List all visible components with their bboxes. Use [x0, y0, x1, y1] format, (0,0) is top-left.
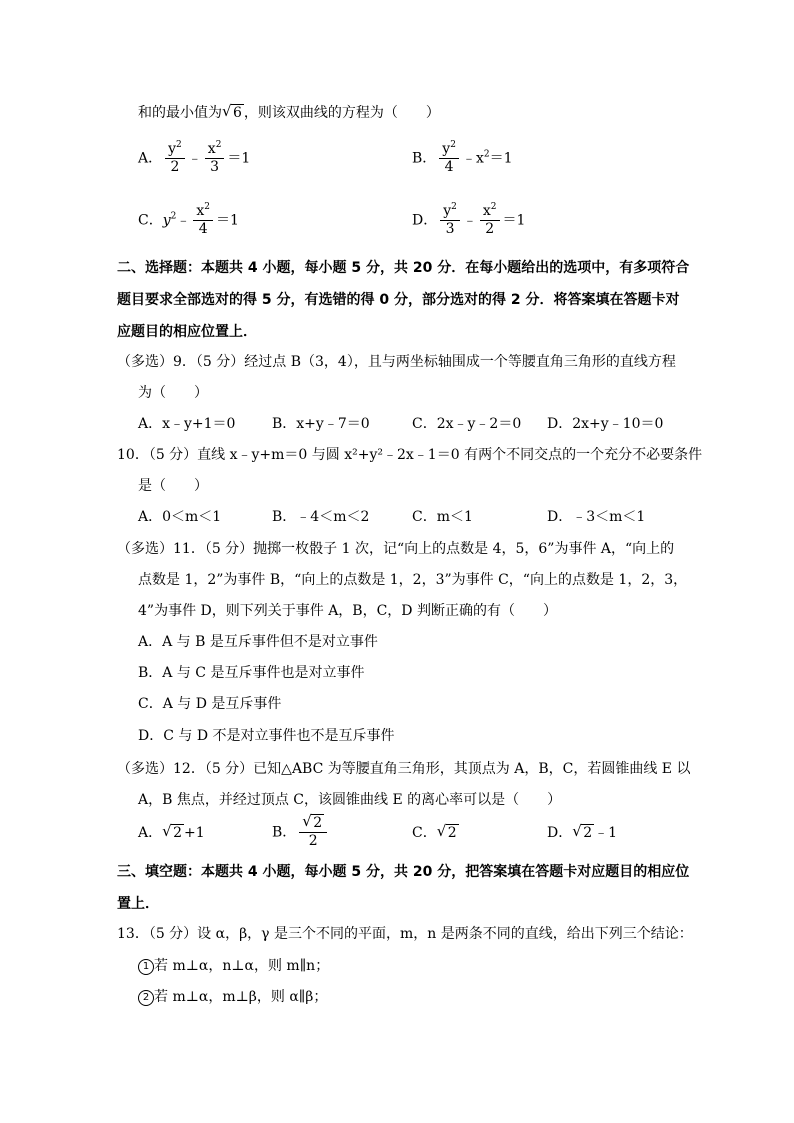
q11-option-d: D．C 与 D 不是对立事件也不是互斥事件: [138, 728, 395, 744]
q11-stem-line1: （多选）11．（5 分）抛掷一枚骰子 1 次，记“向上的点数是 4，5，6”为事件 A，“向上的: [117, 541, 675, 557]
q11-stem-line2: 点数是 1，2”为事件 B，“向上的点数是 1，2，3”为事件 C，“向上的点数是 1，2，3，: [138, 572, 688, 588]
q9-option-c: C．2x﹣y﹣2＝0: [412, 416, 522, 432]
sqrt-6: √ 6: [222, 102, 242, 121]
q12-option-a: A． √ 2 +1: [138, 822, 205, 841]
q12-stem-line1: （多选）12．（5 分）已知△ABC 为等腰直角三角形，其顶点为 A，B，C，若圆锥曲线 E 以: [117, 761, 691, 777]
q8-option-d: D． $\frac{y^2}{3}$ ﹣ $\frac{x^2}{2}$ ＝1: [412, 202, 526, 237]
q10-option-c: C．m＜1: [412, 509, 473, 525]
circled-number-1: 1: [138, 959, 154, 975]
q10-stem-line2: 是（ ）: [138, 478, 208, 494]
q8-option-b: B． $\frac{y^2}{4}$ $﹣x^2=1$: [412, 140, 513, 175]
section2-heading-line3: 应题目的相应位置上．: [117, 324, 257, 340]
section2-heading-line2: 题目要求全部选对的得 5 分，有选错的得 0 分，部分选对的得 2 分．将答案填在答题卡对: [117, 292, 680, 308]
q8-stem-tail: [138, 103, 440, 123]
section3-heading-line2: 置上．: [117, 896, 159, 912]
q9-stem-line2: 为（ ）: [138, 385, 208, 401]
q13-item2: 2 若 m⊥α，m⊥β，则 α∥β；: [138, 987, 327, 1007]
q8-option-a: A． $\frac{y^2}{2}$ ﹣ $\frac{x^2}{3}$ ＝1: [138, 140, 251, 175]
q11-option-a: A．A 与 B 是互斥事件但不是对立事件: [138, 634, 378, 650]
q9-option-b: B．x+y﹣7＝0: [272, 416, 370, 432]
q13-item1: 1 若 m⊥α，n⊥α，则 m∥n；: [138, 956, 329, 976]
q13-stem: 13．（5 分）设 α，β，γ 是三个不同的平面，m，n 是两条不同的直线，给出下列三个结论：: [117, 926, 693, 942]
q9-option-a: A．x﹣y+1＝0: [138, 416, 236, 432]
q10-option-b: B．﹣4＜m＜2: [272, 509, 370, 525]
q9-option-d: D．2x+y﹣10＝0: [547, 416, 664, 432]
q10-option-a: A．0＜m＜1: [138, 509, 222, 525]
q10-stem-line1: 10．（5 分）直线 x﹣y+m＝0 与圆 x²+y²﹣2x﹣1＝0 有两个不同交点的一个充分不必要条件: [117, 447, 703, 463]
circled-number-2: 2: [138, 990, 154, 1006]
q8-stem-text: 和的最小值为: [138, 105, 222, 121]
q12-stem-line2: A，B 焦点，并经过顶点 C，该圆锥曲线 E 的离心率可以是（ ）: [138, 792, 562, 808]
section2-heading-line1: 二、选择题：本题共 4 小题，每小题 5 分，共 20 分．在每小题给出的选项中，有多项符合: [117, 260, 690, 276]
q12-option-b: B． √ 2 2: [272, 815, 330, 850]
q11-option-b: B．A 与 C 是互斥事件也是对立事件: [138, 665, 365, 681]
q11-stem-line3: 4”为事件 D，则下列关于事件 A，B，C，D 判断正确的有（ ）: [138, 603, 557, 619]
q8-stem-text-end: ，则该双曲线的方程为（ ）: [243, 105, 440, 121]
q12-option-d: D． √ 2 ﹣1: [547, 822, 618, 841]
q12-option-c: C． √ 2: [412, 822, 457, 841]
q10-option-d: D．﹣3＜m＜1: [547, 509, 646, 525]
section3-heading-line1: 三、填空题：本题共 4 小题，每小题 5 分，共 20 分，把答案填在答题卡对应题目的相应位: [117, 864, 690, 880]
q11-option-c: C．A 与 D 是互斥事件: [138, 696, 282, 712]
q9-stem-line1: （多选）9．（5 分）经过点 B（3，4），且与两坐标轴围成一个等腰直角三角形的直线方程: [117, 354, 676, 370]
q8-option-c: C．$y^2﹣$ $\frac{x^2}{4}$ ＝1: [138, 202, 239, 237]
